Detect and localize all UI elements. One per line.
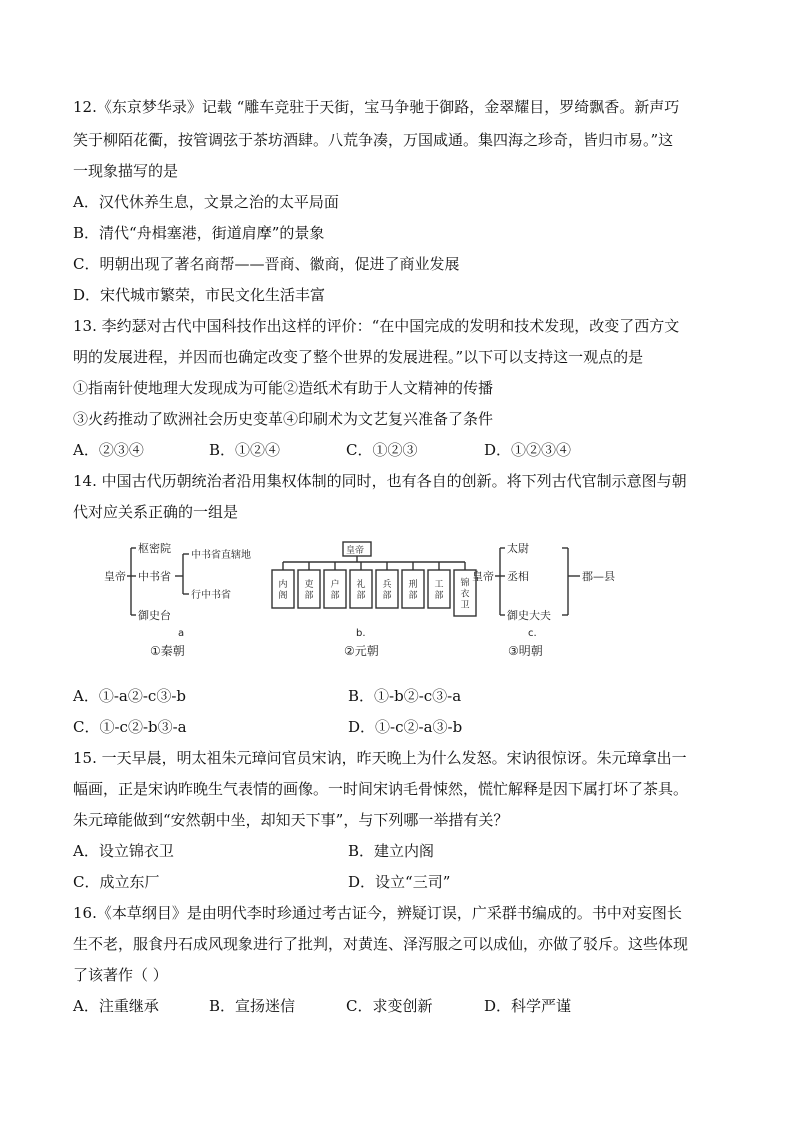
diagram-c-letter: c. [528,628,537,639]
q13-option-b: B．①②④ [209,441,281,459]
diagram-c [472,541,615,658]
q14-option-a: A．①-a②-c③-b [73,687,186,705]
q12-option-a: A．汉代休养生息，文景之治的太平局面 [73,193,339,211]
diagram-a-branch-2: 中书省 [138,570,171,583]
q14-option-d: D．①-c②-a③-b [348,718,463,736]
diagram-b-box-label-2: 吏部 [304,580,314,601]
q13-option-c: C．①②③ [346,441,418,459]
q15-stem-line-3: 朱元璋能做到“安然朝中坐，却知天下事”，与下列哪一举措有关？ [73,811,509,829]
diagram-a-letter: a [178,628,185,639]
diagram-b [272,542,476,658]
diagram-b-boxes [272,562,476,616]
diagram-c-emperor: 皇帝 [472,570,494,583]
q13-stem-line-1: 13. 李约瑟对古代中国科技作出这样的评价：“在中国完成的发明和技术发现，改变了西方文 [73,317,680,335]
q15-option-a: A．设立锦衣卫 [73,842,174,860]
q14-stem-line-2: 代对应关系正确的一组是 [73,503,239,521]
q13-stem-line-2: 明的发展进程，并因而也确定改变了整个世界的发展进程。”以下可以支持这一观点的是 [73,348,644,366]
diagram-b-caption: ②元朝 [344,644,379,658]
q16-option-b: B．宣扬迷信 [209,997,296,1015]
q15-option-b: B．建立内阁 [348,842,435,860]
q14-diagram-svg [100,532,700,662]
q13-option-d: D．①②③④ [484,441,572,459]
q12-stem-line-3: 一现象描写的是 [73,162,179,180]
q14-stem-line-1: 14. 中国古代历朝统治者沿用集权体制的同时，也有各自的创新。将下列古代官制示意图与朝 [73,472,687,490]
q12-option-c: C．明朝出现了著名商帮——晋商、徽商，促进了商业发展 [73,255,460,273]
diagram-b-box-label-6: 刑部 [408,580,418,601]
diagram-b-top: 皇帝 [346,546,365,556]
q13-statements-1: ①指南针使地理大发现成为可能②造纸术有助于人文精神的传播 [73,379,494,397]
q15-stem-line-2: 幅画，正是宋讷昨晚生气表情的画像。一时间宋讷毛骨悚然，慌忙解释是因下属打坏了茶具。 [73,780,689,798]
diagram-b-box-label-8: 锦衣卫 [460,578,470,611]
diagram-c-branch-3: 御史大夫 [507,609,551,622]
q16-option-d: D．科学严谨 [484,997,572,1015]
q14-official-system-diagram [100,532,700,662]
q16-stem-line-2: 生不老，服食丹石成风现象进行了批判，对黄连、泽泻服之可以成仙，亦做了驳斥。这些体现 [73,935,689,953]
diagram-c-branch-1: 太尉 [507,542,529,555]
diagram-b-box-label-1: 内阁 [278,580,288,601]
diagram-b-letter: b. [356,628,366,639]
diagram-c-branch-2: 丞相 [507,570,529,583]
q16-stem-line-1: 16.《本草纲目》是由明代李时珍通过考古证今，辨疑订误，广采群书编成的。书中对妄图长 [73,904,682,922]
q15-option-c: C．成立东厂 [73,873,160,891]
diagram-a-sub-2: 行中书省 [191,590,231,601]
q16-option-a: A．注重继承 [73,997,159,1015]
diagram-b-box-label-7: 工部 [434,580,444,601]
diagram-c-right: 郡—县 [582,570,615,583]
q15-option-d: D．设立“三司” [348,873,451,891]
diagram-a-sub-1: 中书省直辖地 [191,550,251,561]
q16-option-c: C．求变创新 [346,997,433,1015]
diagram-a-branch-3: 御史台 [138,609,171,622]
q12-stem-line-1: 12.《东京梦华录》记载 “雕车竞驻于天街，宝马争驰于御路，金翠耀目，罗绮飘香。新声巧 [73,98,680,116]
diagram-a-caption: ①秦朝 [150,644,185,658]
diagram-a-branch-1: 枢密院 [138,542,171,555]
diagram-c-caption: ③明朝 [508,644,543,658]
q13-option-a: A．②③④ [73,441,144,459]
q14-option-c: C．①-c②-b③-a [73,718,187,736]
q12-option-d: D．宋代城市繁荣，市民文化生活丰富 [73,286,326,304]
q16-stem-line-3: 了该著作（ ） [73,966,168,984]
q13-statements-2: ③火药推动了欧洲社会历史变革④印刷术为文艺复兴准备了条件 [73,410,494,428]
q15-stem-line-1: 15. 一天早晨，明太祖朱元璋问官员宋讷，昨天晚上为什么发怒。宋讷很惊讶。朱元璋拿出一 [73,749,687,767]
q12-option-b: B．清代“舟楫塞港，街道肩摩”的景象 [73,224,325,242]
diagram-b-box-label-5: 兵部 [382,580,392,601]
diagram-a [104,541,251,658]
q14-option-b: B．①-b②-c③-a [348,687,462,705]
diagram-b-box-label-4: 礼部 [356,580,366,601]
q12-stem-line-2: 笑于柳陌花衢，按管调弦于茶坊酒肆。八荒争凑，万国咸通。集四海之珍奇，皆归市易。”这 [73,131,674,149]
diagram-b-box-label-3: 户部 [330,580,340,601]
diagram-a-emperor: 皇帝 [104,570,126,583]
